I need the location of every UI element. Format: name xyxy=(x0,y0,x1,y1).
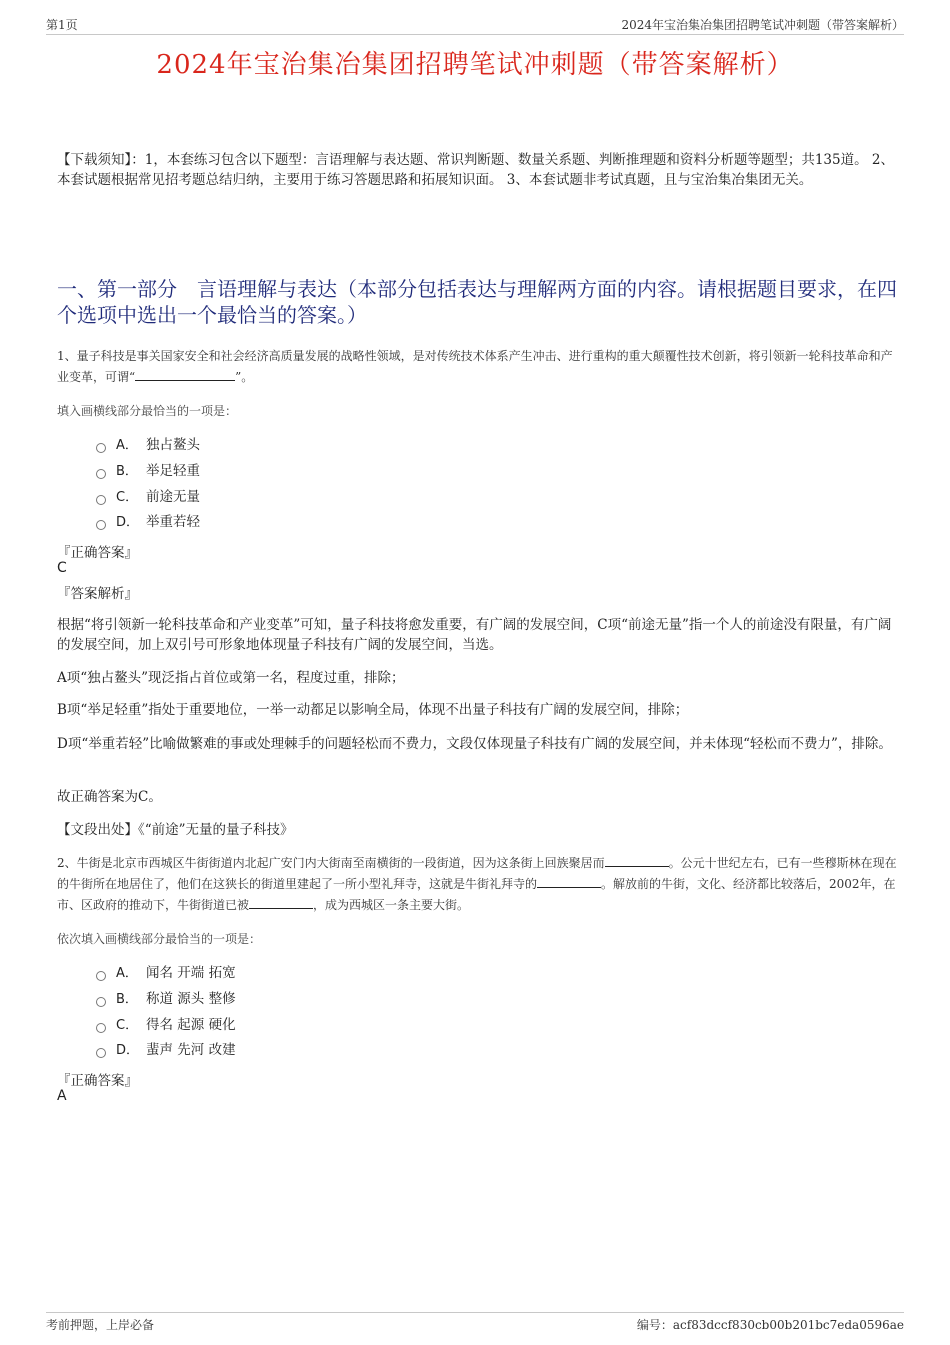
q1-analysis-paragraph: 根据“将引领新一轮科技革命和产业变革”可知，量子科技将愈发重要，有广阔的发展空间，C项“前途无量”指一个人的前途没有限量，有广阔的发展空间，加上双引号可形象地体现量子科技有广阔的发展空间，当选。 xyxy=(57,617,892,653)
q2-answer: A xyxy=(57,1088,67,1104)
q1-analysis-paragraph: A项“独占鳌头”现泛指占首位或第一名，程度过重，排除； xyxy=(57,670,405,686)
answer-blank xyxy=(537,874,601,888)
q2-option-c[interactable]: C． 得名 起源 硬化 xyxy=(96,1014,236,1036)
radio-icon[interactable] xyxy=(96,469,106,479)
radio-icon[interactable] xyxy=(96,1048,106,1058)
page-number: 第1页 xyxy=(46,18,78,32)
question-2-stem: 2、牛街是北京市西城区牛街街道内北起广安门内大街南至南横街的一段街道，因为这条街上回族聚居而 。公元十世纪左右，已有一些穆斯林在现在的牛街所在地居住了，他们在这狭长的街道里建起了一所小型礼拜寺，这就是牛街礼拜寺的 。解放前的牛街，文化、经济都比较落后，2002年，在市、区政府的推动下，牛街街道已被 ，成为西城区一条主要大街。 xyxy=(57,853,897,916)
header-doc-title: 2024年宝治集冶集团招聘笔试冲刺题（带答案解析） xyxy=(621,18,904,32)
radio-icon[interactable] xyxy=(96,520,106,530)
question-2-prompt: 依次填入画横线部分最恰当的一项是： xyxy=(57,932,262,946)
question-1-prompt: 填入画横线部分最恰当的一项是： xyxy=(57,404,238,418)
radio-icon[interactable] xyxy=(96,1023,106,1033)
q1-analysis-paragraph: D项“举重若轻”比喻做繁难的事或处理棘手的问题轻松而不费力，文段仅体现量子科技有广阔的发展空间，并未体现“轻松而不费力”，排除。 xyxy=(57,736,892,752)
q1-answer: C xyxy=(57,560,67,576)
page-header xyxy=(46,14,904,35)
page-footer xyxy=(46,1312,904,1335)
radio-icon[interactable] xyxy=(96,997,106,1007)
q1-option-d[interactable]: D． 举重若轻 xyxy=(96,511,200,533)
section-heading: 一、第一部分 言语理解与表达（本部分包括表达与理解两方面的内容。请根据题目要求，在四个选项中选出一个最恰当的答案。） xyxy=(57,277,897,327)
question-1-stem: 1、量子科技是事关国家安全和社会经济高质量发展的战略性领域，是对传统技术体系产生冲击、进行重构的重大颠覆性技术创新，将引领新一轮科技革命和产业变革，可谓“ ”。 xyxy=(57,349,893,384)
footer-slogan: 考前押题，上岸必备 xyxy=(46,1318,155,1332)
footer-doc-id: 编号：acf83dccf830cb00b201bc7eda0596ae xyxy=(636,1318,904,1332)
radio-icon[interactable] xyxy=(96,971,106,981)
q2-option-b[interactable]: B． 称道 源头 整修 xyxy=(96,988,236,1010)
q1-analysis-paragraph: B项“举足轻重”指处于重要地位，一举一动都足以影响全局，体现不出量子科技有广阔的发展空间，排除； xyxy=(57,702,689,718)
radio-icon[interactable] xyxy=(96,495,106,505)
q1-answer-label: 『正确答案』 xyxy=(57,545,138,561)
q1-source: 【文段出处】《“前途”无量的量子科技》 xyxy=(57,822,294,838)
radio-icon[interactable] xyxy=(96,443,106,453)
answer-blank xyxy=(249,895,313,909)
document-title: 2024年宝治集冶集团招聘笔试冲刺题（带答案解析） xyxy=(156,50,794,80)
answer-blank xyxy=(135,367,235,381)
q1-option-c[interactable]: C． 前途无量 xyxy=(96,486,200,508)
q1-analysis-conclusion: 故正确答案为C。 xyxy=(57,789,162,805)
q2-answer-label: 『正确答案』 xyxy=(57,1073,138,1089)
q2-option-d[interactable]: D． 蜚声 先河 改建 xyxy=(96,1039,236,1061)
q1-analysis-label: 『答案解析』 xyxy=(57,586,138,602)
q2-option-a[interactable]: A． 闻名 开端 拓宽 xyxy=(96,962,236,984)
q1-option-b[interactable]: B． 举足轻重 xyxy=(96,460,200,482)
answer-blank xyxy=(605,853,669,867)
q1-option-a[interactable]: A． 独占鳌头 xyxy=(96,434,200,456)
download-notice: 【下载须知】：1，本套练习包含以下题型：言语理解与表达题、常识判断题、数量关系题、判断推理题和资料分析题等题型；共135道。 2、本套试题根据常见招考题总结归纳，主要用于练习答题思路和拓展知识面。 3、本套试题非考试真题，且与宝治集冶集团无关。 xyxy=(57,152,894,188)
